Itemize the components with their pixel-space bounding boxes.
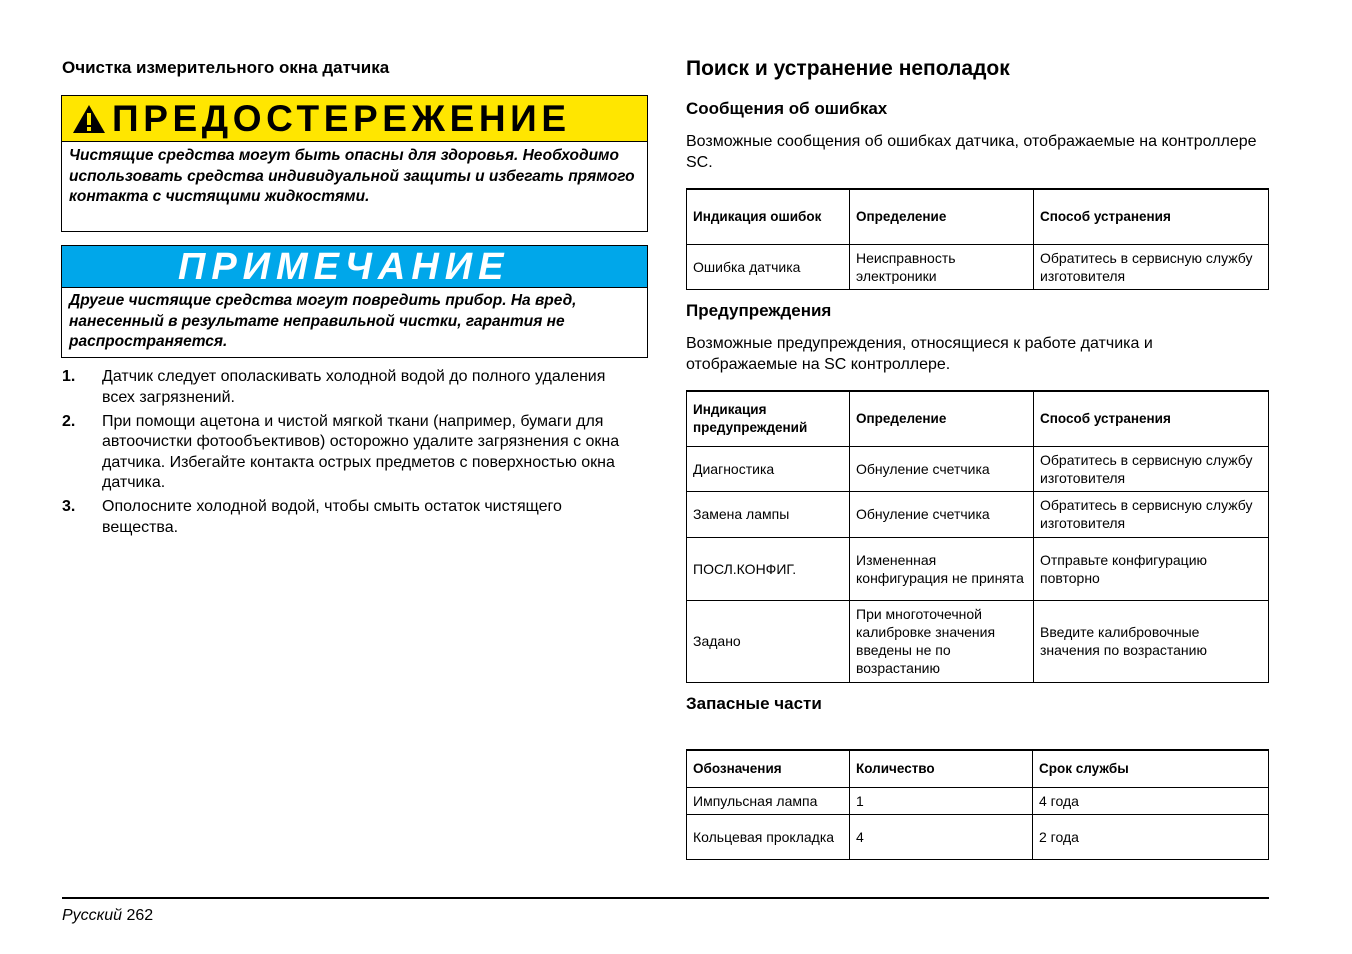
warning-triangle-icon <box>72 104 106 134</box>
table-cell: 2 года <box>1033 814 1269 859</box>
step-number: 3. <box>62 498 76 515</box>
footer-language: Русский <box>62 907 123 924</box>
step-number: 2. <box>62 412 76 430</box>
table-cell: Обратитесь в сервисную службу изготовителя <box>1034 244 1269 289</box>
table-cell: Обратитесь в сервисную службу изготовителя <box>1034 446 1269 491</box>
table-cell: ПОСЛ.КОНФИГ. <box>687 537 850 600</box>
page-footer <box>62 907 153 925</box>
table-header-cell: Обозначения <box>687 750 850 787</box>
table-row <box>687 446 1269 491</box>
table-cell: Задано <box>687 600 850 682</box>
table-cell: При многоточечной калибровке значения введены не по возрастанию <box>850 600 1034 682</box>
warning-header <box>62 96 647 142</box>
table-header-cell: Индикация ошибок <box>687 189 850 244</box>
table-row <box>687 244 1269 289</box>
table-header-cell: Срок службы <box>1033 750 1269 787</box>
table-header-cell: Определение <box>850 391 1034 446</box>
table-cell: Отправьте конфигурацию повторно <box>1034 537 1269 600</box>
list-item <box>62 497 642 538</box>
section-heading-cleaning: Очистка измерительного окна датчика <box>62 58 390 77</box>
step-text: Датчик следует ополаскивать холодной водой до полного удаления всех загрязнений. <box>102 368 606 406</box>
warning-box <box>61 95 648 232</box>
page-number: 262 <box>126 907 154 924</box>
warning-title: ПРЕДОСТЕРЕЖЕНИЕ <box>112 97 571 139</box>
cleaning-steps-list <box>62 367 642 542</box>
table-cell: 4 <box>850 814 1033 859</box>
step-text: При помощи ацетона и чистой мягкой ткани (например, бумаги для автоочистки фотообъективов) осторожно удалите загрязнения с окна датчика. Избегайте контакта острых предметов с поверхностью окна датчика. <box>102 412 620 491</box>
table-header-row <box>687 391 1269 446</box>
note-box <box>61 245 648 358</box>
subheading-warnings: Предупреждения <box>686 301 832 320</box>
table-row <box>687 787 1269 814</box>
table-cell: Кольцевая прокладка <box>687 814 850 859</box>
subheading-spare-parts: Запасные части <box>686 694 822 713</box>
warning-text: Чистящие средства могут быть опасны для здоровья. Необходимо использовать средства индивидуальной защиты и избегать прямого контакта с чистящими жидкостями. <box>69 147 635 205</box>
warnings-intro: Возможные предупреждения, относящиеся к работе датчика и отображаемые на SC контроллере. <box>686 335 1153 373</box>
table-cell: Измененная конфигурация не принята <box>850 537 1034 600</box>
note-title: ПРИМЕЧАНИЕ <box>178 246 510 288</box>
table-header-row <box>687 750 1269 787</box>
table-cell: 1 <box>850 787 1033 814</box>
section-heading-troubleshooting: Поиск и устранение неполадок <box>686 57 1010 80</box>
table-cell: Обнуление счетчика <box>850 446 1034 491</box>
table-header-cell: Количество <box>850 750 1033 787</box>
errors-table <box>686 188 1269 290</box>
subheading-errors: Сообщения об ошибках <box>686 99 888 118</box>
table-row <box>687 814 1269 859</box>
step-text: Ополосните холодной водой, чтобы смыть остаток чистящего вещества. <box>102 498 562 536</box>
table-cell: Неисправность электроники <box>850 244 1034 289</box>
table-cell: Ошибка датчика <box>687 244 850 289</box>
table-row <box>687 600 1269 682</box>
table-cell: Диагностика <box>687 446 850 491</box>
table-header-cell: Способ устранения <box>1034 391 1269 446</box>
table-cell: Обнуление счетчика <box>850 491 1034 537</box>
spare-parts-table <box>686 749 1269 860</box>
table-cell: Импульсная лампа <box>687 787 850 814</box>
table-row <box>687 537 1269 600</box>
table-header-cell: Индикация предупреждений <box>687 391 850 446</box>
note-header <box>62 246 647 288</box>
footer-divider <box>62 897 1269 899</box>
list-item <box>62 412 642 494</box>
errors-intro: Возможные сообщения об ошибках датчика, отображаемые на контроллере SC. <box>686 133 1257 171</box>
table-cell: Обратитесь в сервисную службу изготовителя <box>1034 491 1269 537</box>
table-cell: 4 года <box>1033 787 1269 814</box>
step-number: 1. <box>62 368 76 385</box>
table-cell: Введите калибровочные значения по возрастанию <box>1034 600 1269 682</box>
table-row <box>687 491 1269 537</box>
note-text: Другие чистящие средства могут повредить прибор. На вред, нанесенный в результате неправильной чистки, гарантия не распространяется. <box>69 292 577 350</box>
list-item <box>62 367 642 408</box>
warnings-table <box>686 390 1269 683</box>
table-header-cell: Способ устранения <box>1034 189 1269 244</box>
table-cell: Замена лампы <box>687 491 850 537</box>
table-header-cell: Определение <box>850 189 1034 244</box>
table-header-row <box>687 189 1269 244</box>
